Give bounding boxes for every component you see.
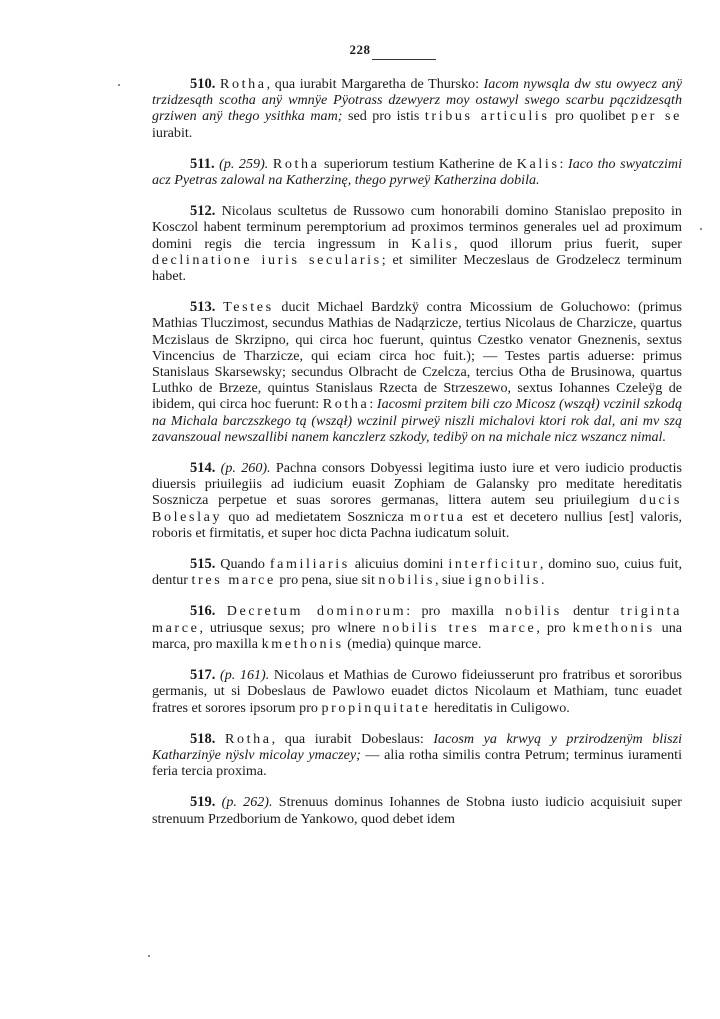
text-segment: :	[559, 155, 568, 172]
text-segment: sed pro istis	[342, 108, 425, 125]
text-segment: (media) quinque marce.	[343, 635, 482, 652]
scan-speck	[700, 228, 702, 230]
spaced-text: Decretum dominorum	[226, 603, 407, 620]
spaced-text: kmethonis	[572, 619, 655, 636]
text-segment: una marca, pro maxilla	[152, 619, 682, 652]
spaced-text: mortua	[410, 508, 466, 525]
text-segment: Quando	[220, 556, 270, 573]
spaced-text: propinquitate	[321, 699, 431, 716]
spaced-text: kmethonis	[261, 635, 344, 652]
italic-text: Iacosmi przitem bili czo Micosz (wszął) vczinil szkodą na Michala barczszkego tą (wszął) wczinil pirweÿ niszli michalovi ktori rok dal, ani mv szą zavanszoual newszallibi nanem kanczlerz szkody, tedibÿ on na michale nicz wszancz nimal.	[152, 396, 682, 445]
italic-text: Iaco tho swyatczimi acz Pyetras zalowal na Katherzinę, thego pyrweÿ Katherzina dobila.	[152, 155, 682, 189]
italic-text: Iacosm ya krwyą y przirodzenÿm bliszi Katharzinÿe nÿslv micolay ymaczey;	[152, 730, 683, 763]
entry-514	[152, 460, 682, 541]
text-segment: Nicolaus scultetus de Russowo cum honorabili domino Stanislao preposito in Kosczol habent terminum peremptorium ad proximos terminos generales uel ad proximum domini regis die tercia ingressum in	[152, 203, 682, 252]
text-segment: , domino suo, cuius fuit, dentur	[152, 556, 682, 589]
text-segment: pro pena, siue sit	[275, 572, 379, 589]
italic-text: (p. 259).	[219, 155, 269, 172]
italic-text: (p. 262).	[221, 794, 273, 811]
text-segment: , pro	[536, 619, 573, 636]
entry-number: 517.	[190, 667, 216, 684]
text-segment: quo ad medietatem Sosznicza	[222, 508, 411, 525]
entry-number: 515.	[190, 556, 216, 573]
italic-text: Iacom nywsąla dw stu owyecz anÿ trzidzesąth scotha anÿ wmnÿe Pÿotrass dzewyerz moy ostawyl swego scarbu pączidzesąth grziwen anÿ thego ysithka mam;	[152, 76, 682, 125]
document-body	[152, 76, 682, 842]
spaced-text: Rotha	[322, 396, 370, 413]
text-segment: ducit Michael Bardzkÿ contra Micossium de Goluchowo: (primus Mathias Tluczimost, secundus Mathias de Nadąrzicze, tertius Nicolaus de Charzicze, quartus Mczislaus de Skrzipno, qui circa hoc fuerunt, quintus Czestko venator Gneznenis, sextus Vincencius de Tharzicze, qui eciam circa hoc fuit.); — Testes partis aduerse: primus Stanislaus Skarsewsky; secundus Olbracht de Czelcza, tercius Otha de Brusinowa, quartus Luthko de Brzeze, quintus Stanislaus Rzecta de Strzeszewo, sextus Iohannes Czeleÿg de ibidem, qui circa hoc fuerunt:	[152, 299, 682, 413]
spaced-text: familiaris	[269, 556, 350, 573]
spaced-text: Rotha	[224, 730, 272, 747]
entry-518	[152, 731, 682, 780]
text-segment: hereditatis in Culigowo.	[430, 699, 570, 716]
text-segment: :	[369, 396, 377, 413]
page-number: 228	[349, 42, 371, 57]
entry-number: 519.	[190, 794, 216, 811]
spaced-text: nobilis	[378, 572, 435, 589]
text-segment: iurabit.	[152, 124, 193, 141]
text-segment: dentur	[561, 603, 621, 620]
entry-number: 514.	[190, 460, 216, 477]
spaced-text: nobilis tres marce	[382, 619, 537, 636]
text-segment: : pro maxilla	[406, 603, 506, 620]
text-segment: , siue	[434, 572, 469, 589]
entry-516	[152, 603, 682, 652]
spaced-text: Rotha	[272, 155, 320, 172]
italic-text: (p. 161).	[220, 667, 270, 684]
entry-number: 518.	[190, 730, 216, 747]
entry-number: 511.	[190, 155, 215, 172]
scan-speck	[148, 955, 150, 957]
spaced-text: interficitur	[448, 556, 540, 573]
text-segment: , qua iurabit Margaretha de Thursko:	[266, 76, 484, 92]
spaced-text: ducis Boleslay	[152, 492, 682, 525]
text-segment: superiorum testium Katherine de	[319, 155, 517, 172]
text-segment: alicuius domini	[349, 556, 449, 573]
spaced-text: Rotha	[219, 76, 267, 92]
text-segment: ; et similiter Meczeslaus de Grodzelecz terminum habet.	[152, 251, 682, 285]
spaced-text: nobilis	[505, 603, 562, 620]
text-segment: .	[541, 572, 545, 589]
text-segment: — alia rotha similis contra Petrum; terminus iuramenti feria tercia proxima.	[152, 746, 682, 780]
text-segment: est et decetero nullius [est] valoris, roboris et firmitatis, et super hoc dicta Pachna iudicatum soluit.	[152, 508, 683, 541]
spaced-text: Kalis	[411, 235, 454, 252]
entry-513	[152, 299, 682, 445]
entry-511	[152, 156, 682, 188]
spaced-text: tribus articulis	[424, 108, 550, 125]
entry-510	[152, 76, 682, 141]
text-segment: Nicolaus et Mathias de Curowo fideiusserunt pro fratribus et sororibus germanis, ut si Dobeslaus de Pawlowo euadet dictos Nicolaum et Mathiam, tunc euadet fratres et sorores ipsorum pro	[152, 667, 682, 716]
entry-number: 516.	[190, 603, 216, 620]
text-segment: Pachna consors Dobyessi legitima iusto iure et vero iudicio productis diuersis priuilegiis ad iudicium euasit Zophiam de Galansky pro meditate hereditatis Sosznicza perpetue et suas sorores germanas, littera autem seu priuilegium	[152, 460, 683, 509]
spaced-text: Kalis	[516, 155, 560, 172]
text-segment: pro quolibet	[549, 108, 632, 125]
spaced-text: Testes	[223, 299, 274, 316]
scan-speck	[118, 84, 120, 86]
spaced-text: ignobilis	[468, 572, 541, 589]
entry-number: 510.	[190, 76, 216, 92]
page-number-rule	[372, 59, 436, 60]
text-segment: , utriusque sexus; pro wlnere	[199, 619, 383, 636]
entry-517	[152, 667, 682, 716]
entry-number: 512.	[190, 203, 216, 220]
text-segment: , quod illorum prius fuerit, super	[453, 235, 682, 252]
entry-515	[152, 556, 682, 588]
entry-512	[152, 203, 682, 284]
entry-519	[152, 794, 682, 826]
entry-number: 513.	[190, 299, 216, 316]
italic-text: (p. 260).	[220, 460, 271, 477]
text-segment: Strenuus dominus Iohannes de Stobna iusto iudicio acquisiuit super strenuum Przedborium de Yankowo, quod debet idem	[152, 794, 682, 827]
spaced-text: declinatione iuris secularis	[152, 251, 382, 268]
spaced-text: triginta marce	[152, 603, 682, 636]
spaced-text: tres marce	[191, 572, 276, 589]
spaced-text: per se	[631, 108, 682, 125]
text-segment: , qua iurabit Dobeslaus:	[271, 730, 434, 747]
